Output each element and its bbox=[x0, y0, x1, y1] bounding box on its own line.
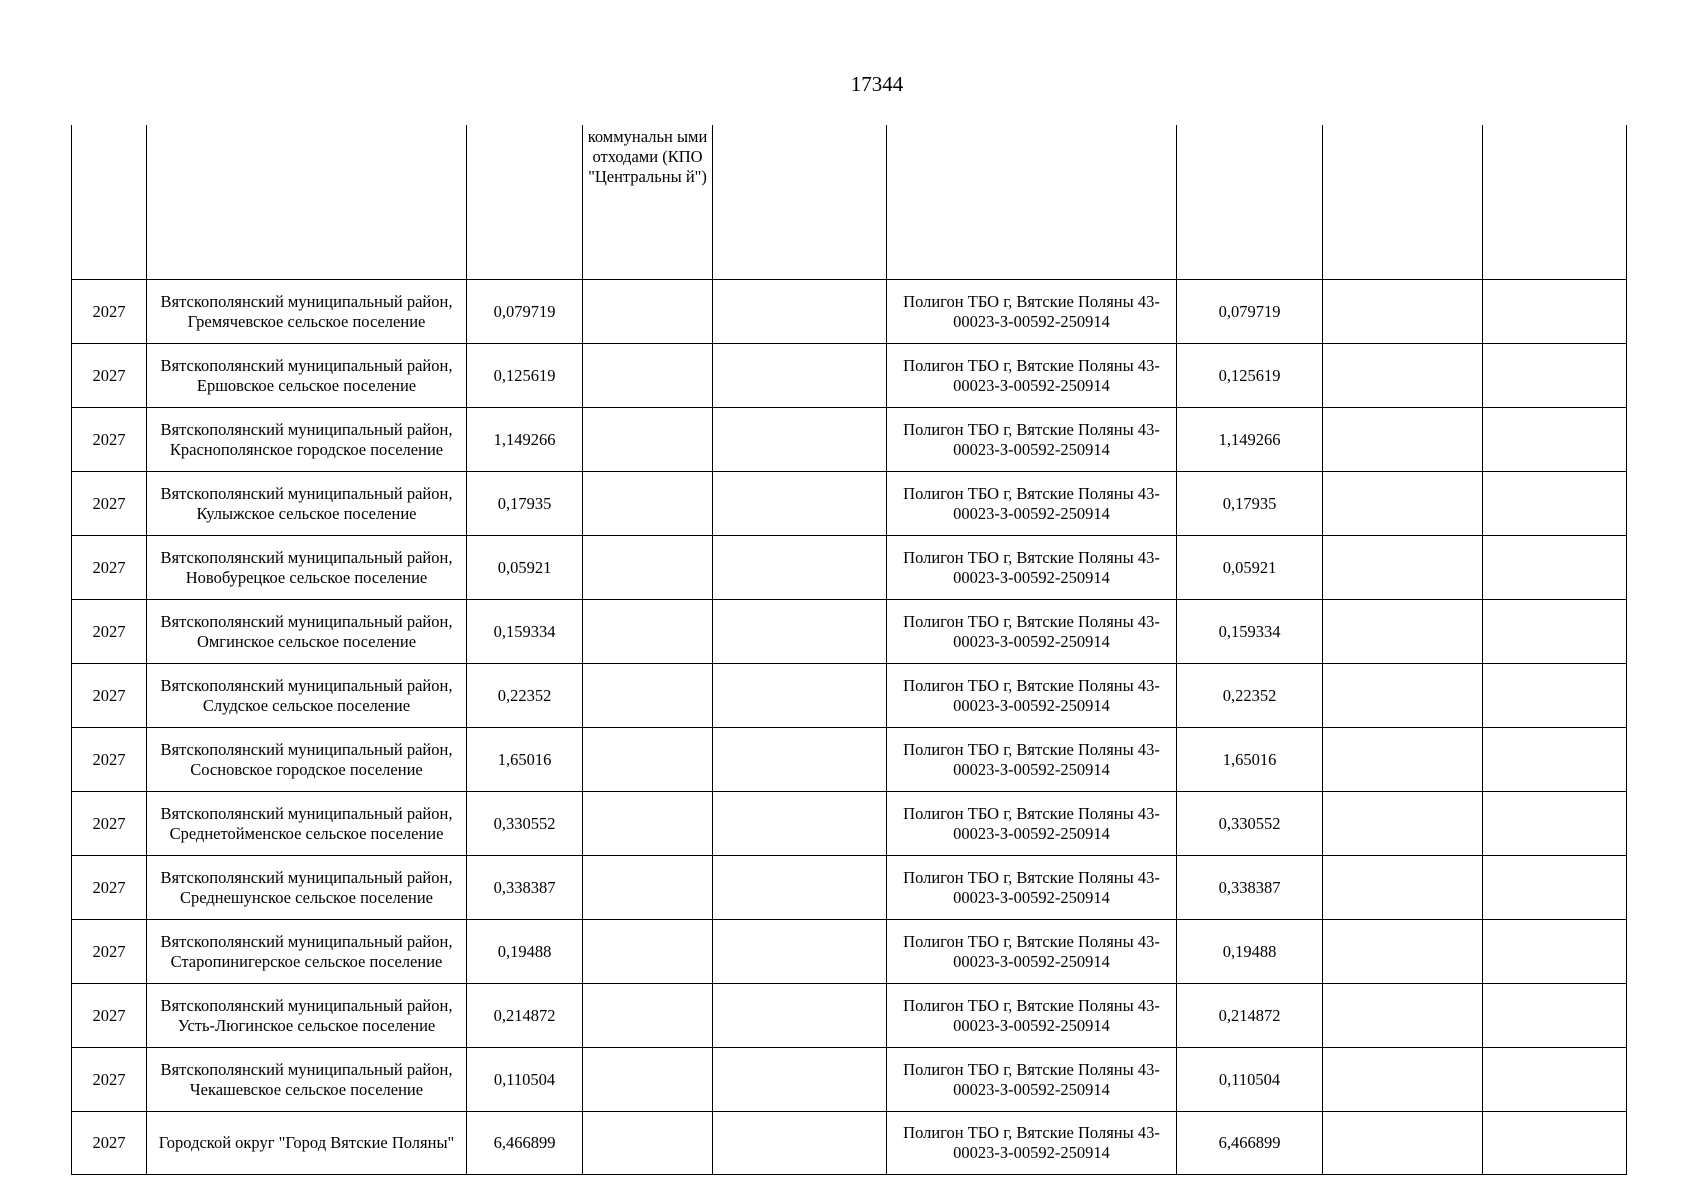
mass-cell: 1,149266 bbox=[467, 408, 583, 472]
empty-cell bbox=[583, 472, 713, 536]
mass-received-cell: 6,466899 bbox=[1177, 1112, 1323, 1175]
empty-cell bbox=[713, 984, 887, 1048]
facility-cell: Полигон ТБО г, Вятские Поляны 43-00023-З-00592-250914 bbox=[887, 344, 1177, 408]
empty-cell bbox=[1323, 920, 1483, 984]
year-cell: 2027 bbox=[72, 984, 147, 1048]
empty-cell bbox=[1483, 472, 1627, 536]
empty-cell bbox=[1483, 600, 1627, 664]
year-cell: 2027 bbox=[72, 1048, 147, 1112]
table-row bbox=[72, 536, 1627, 600]
mass-received-cell: 1,65016 bbox=[1177, 728, 1323, 792]
empty-cell bbox=[713, 792, 887, 856]
mass-cell: 0,338387 bbox=[467, 856, 583, 920]
empty-cell bbox=[583, 280, 713, 344]
empty-cell bbox=[583, 344, 713, 408]
table-row bbox=[72, 600, 1627, 664]
empty-cell bbox=[583, 920, 713, 984]
empty-cell bbox=[583, 536, 713, 600]
waste-flow-table bbox=[71, 125, 1627, 1175]
facility-cell: Полигон ТБО г, Вятские Поляны 43-00023-З-00592-250914 bbox=[887, 472, 1177, 536]
empty-cell bbox=[1323, 536, 1483, 600]
year-cell: 2027 bbox=[72, 472, 147, 536]
empty-cell bbox=[713, 280, 887, 344]
municipality-cell: Вятскополянский муниципальный район, Старопинигерское сельское поселение bbox=[147, 920, 467, 984]
empty-cell bbox=[583, 664, 713, 728]
table-row bbox=[72, 664, 1627, 728]
facility-cell: Полигон ТБО г, Вятские Поляны 43-00023-З-00592-250914 bbox=[887, 920, 1177, 984]
empty-cell bbox=[583, 728, 713, 792]
year-cell: 2027 bbox=[72, 728, 147, 792]
empty-cell bbox=[1323, 792, 1483, 856]
mass-received-cell: 1,149266 bbox=[1177, 408, 1323, 472]
table-row bbox=[72, 1112, 1627, 1175]
municipality-cell: Вятскополянский муниципальный район, Среднетойменское сельское поселение bbox=[147, 792, 467, 856]
year-cell: 2027 bbox=[72, 408, 147, 472]
empty-cell bbox=[713, 472, 887, 536]
empty-cell bbox=[1483, 408, 1627, 472]
facility-cell: Полигон ТБО г, Вятские Поляны 43-00023-З-00592-250914 bbox=[887, 856, 1177, 920]
empty-cell bbox=[1483, 536, 1627, 600]
year-cell: 2027 bbox=[72, 1112, 147, 1175]
mass-cell: 0,079719 bbox=[467, 280, 583, 344]
mass-received-cell: 0,125619 bbox=[1177, 344, 1323, 408]
empty-cell bbox=[713, 856, 887, 920]
empty-cell bbox=[1483, 1048, 1627, 1112]
empty-cell bbox=[1323, 856, 1483, 920]
table-row bbox=[72, 1048, 1627, 1112]
mass-received-cell: 0,19488 bbox=[1177, 920, 1323, 984]
empty-cell bbox=[1483, 856, 1627, 920]
table-row bbox=[72, 280, 1627, 344]
table-row bbox=[72, 792, 1627, 856]
empty-cell bbox=[713, 1112, 887, 1175]
mass-cell: 0,17935 bbox=[467, 472, 583, 536]
year-cell: 2027 bbox=[72, 792, 147, 856]
mass-received-cell: 0,17935 bbox=[1177, 472, 1323, 536]
mass-received-cell: 0,338387 bbox=[1177, 856, 1323, 920]
mass-cell: 0,19488 bbox=[467, 920, 583, 984]
municipality-cell: Вятскополянский муниципальный район, Усть-Люгинское сельское поселение bbox=[147, 984, 467, 1048]
municipality-cell: Вятскополянский муниципальный район, Чекашевское сельское поселение bbox=[147, 1048, 467, 1112]
empty-cell bbox=[1483, 728, 1627, 792]
table-row bbox=[72, 856, 1627, 920]
header-cell bbox=[887, 125, 1177, 280]
empty-cell bbox=[583, 792, 713, 856]
header-cell bbox=[147, 125, 467, 280]
header-cell bbox=[1483, 125, 1627, 280]
empty-cell bbox=[583, 600, 713, 664]
mass-cell: 0,214872 bbox=[467, 984, 583, 1048]
table-row bbox=[72, 472, 1627, 536]
empty-cell bbox=[1323, 984, 1483, 1048]
facility-cell: Полигон ТБО г, Вятские Поляны 43-00023-З-00592-250914 bbox=[887, 728, 1177, 792]
mass-cell: 1,65016 bbox=[467, 728, 583, 792]
empty-cell bbox=[713, 408, 887, 472]
empty-cell bbox=[1483, 344, 1627, 408]
facility-cell: Полигон ТБО г, Вятские Поляны 43-00023-З-00592-250914 bbox=[887, 984, 1177, 1048]
mass-cell: 0,330552 bbox=[467, 792, 583, 856]
municipality-cell: Вятскополянский муниципальный район, Ершовское сельское поселение bbox=[147, 344, 467, 408]
empty-cell bbox=[1323, 600, 1483, 664]
year-cell: 2027 bbox=[72, 920, 147, 984]
table-header-continuation-row bbox=[72, 125, 1627, 280]
facility-cell: Полигон ТБО г, Вятские Поляны 43-00023-З-00592-250914 bbox=[887, 280, 1177, 344]
municipality-cell: Вятскополянский муниципальный район, Краснополянское городское поселение bbox=[147, 408, 467, 472]
facility-cell: Полигон ТБО г, Вятские Поляны 43-00023-З-00592-250914 bbox=[887, 1048, 1177, 1112]
facility-cell: Полигон ТБО г, Вятские Поляны 43-00023-З-00592-250914 bbox=[887, 536, 1177, 600]
mass-cell: 6,466899 bbox=[467, 1112, 583, 1175]
empty-cell bbox=[1323, 664, 1483, 728]
empty-cell bbox=[1483, 280, 1627, 344]
header-cell bbox=[1323, 125, 1483, 280]
mass-received-cell: 0,079719 bbox=[1177, 280, 1323, 344]
empty-cell bbox=[1323, 344, 1483, 408]
empty-cell bbox=[583, 856, 713, 920]
year-cell: 2027 bbox=[72, 856, 147, 920]
header-cell bbox=[467, 125, 583, 280]
empty-cell bbox=[1323, 280, 1483, 344]
mass-cell: 0,125619 bbox=[467, 344, 583, 408]
year-cell: 2027 bbox=[72, 664, 147, 728]
year-cell: 2027 bbox=[72, 344, 147, 408]
facility-cell: Полигон ТБО г, Вятские Поляны 43-00023-З-00592-250914 bbox=[887, 664, 1177, 728]
empty-cell bbox=[1483, 792, 1627, 856]
empty-cell bbox=[1323, 1112, 1483, 1175]
mass-received-cell: 0,22352 bbox=[1177, 664, 1323, 728]
mass-cell: 0,22352 bbox=[467, 664, 583, 728]
empty-cell bbox=[1323, 1048, 1483, 1112]
mass-cell: 0,110504 bbox=[467, 1048, 583, 1112]
municipality-cell: Вятскополянский муниципальный район, Сосновское городское поселение bbox=[147, 728, 467, 792]
empty-cell bbox=[1483, 1112, 1627, 1175]
municipality-cell: Вятскополянский муниципальный район, Слудское сельское поселение bbox=[147, 664, 467, 728]
table-row bbox=[72, 920, 1627, 984]
table-row bbox=[72, 984, 1627, 1048]
municipality-cell: Вятскополянский муниципальный район, Гремячевское сельское поселение bbox=[147, 280, 467, 344]
municipality-cell: Вятскополянский муниципальный район, Кулыжское сельское поселение bbox=[147, 472, 467, 536]
facility-cell: Полигон ТБО г, Вятские Поляны 43-00023-З-00592-250914 bbox=[887, 600, 1177, 664]
empty-cell bbox=[583, 984, 713, 1048]
mass-cell: 0,159334 bbox=[467, 600, 583, 664]
empty-cell bbox=[713, 728, 887, 792]
empty-cell bbox=[1323, 408, 1483, 472]
empty-cell bbox=[713, 536, 887, 600]
header-cell-recipient: коммунальн ыми отходами (КПО "Центральны й") bbox=[583, 125, 713, 280]
empty-cell bbox=[583, 408, 713, 472]
empty-cell bbox=[713, 1048, 887, 1112]
mass-received-cell: 0,159334 bbox=[1177, 600, 1323, 664]
empty-cell bbox=[713, 664, 887, 728]
facility-cell: Полигон ТБО г, Вятские Поляны 43-00023-З-00592-250914 bbox=[887, 408, 1177, 472]
table-row bbox=[72, 344, 1627, 408]
empty-cell bbox=[713, 920, 887, 984]
empty-cell bbox=[1483, 984, 1627, 1048]
facility-cell: Полигон ТБО г, Вятские Поляны 43-00023-З-00592-250914 bbox=[887, 792, 1177, 856]
empty-cell bbox=[1483, 920, 1627, 984]
empty-cell bbox=[583, 1048, 713, 1112]
year-cell: 2027 bbox=[72, 280, 147, 344]
empty-cell bbox=[1323, 728, 1483, 792]
mass-received-cell: 0,330552 bbox=[1177, 792, 1323, 856]
empty-cell bbox=[713, 344, 887, 408]
year-cell: 2027 bbox=[72, 600, 147, 664]
municipality-cell: Вятскополянский муниципальный район, Среднешунское сельское поселение bbox=[147, 856, 467, 920]
municipality-cell: Городской округ "Город Вятские Поляны" bbox=[147, 1112, 467, 1175]
municipality-cell: Вятскополянский муниципальный район, Омгинское сельское поселение bbox=[147, 600, 467, 664]
empty-cell bbox=[1483, 664, 1627, 728]
mass-received-cell: 0,214872 bbox=[1177, 984, 1323, 1048]
table-row bbox=[72, 408, 1627, 472]
table-row bbox=[72, 728, 1627, 792]
facility-cell: Полигон ТБО г, Вятские Поляны 43-00023-З-00592-250914 bbox=[887, 1112, 1177, 1175]
empty-cell bbox=[713, 600, 887, 664]
header-cell bbox=[713, 125, 887, 280]
empty-cell bbox=[583, 1112, 713, 1175]
page-number: 17344 bbox=[850, 72, 904, 96]
mass-cell: 0,05921 bbox=[467, 536, 583, 600]
header-cell bbox=[1177, 125, 1323, 280]
municipality-cell: Вятскополянский муниципальный район, Новобурецкое сельское поселение bbox=[147, 536, 467, 600]
mass-received-cell: 0,110504 bbox=[1177, 1048, 1323, 1112]
header-cell bbox=[72, 125, 147, 280]
mass-received-cell: 0,05921 bbox=[1177, 536, 1323, 600]
year-cell: 2027 bbox=[72, 536, 147, 600]
empty-cell bbox=[1323, 472, 1483, 536]
